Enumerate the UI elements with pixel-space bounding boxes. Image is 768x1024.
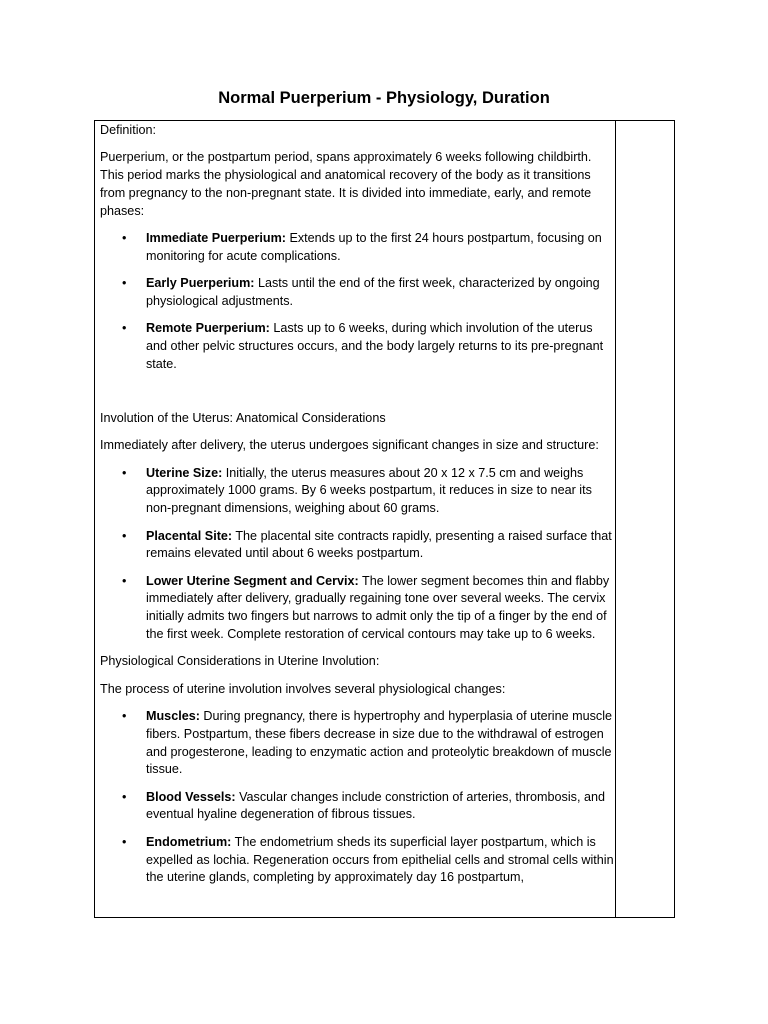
list-item xyxy=(100,573,616,644)
item-text: Lasts up to 6 weeks, during which involution of the uterus and other pelvic structures occurs, and the body largely returns to its pre-pregnant state. xyxy=(146,321,604,371)
item-text: The endometrium sheds its superficial layer postpartum, which is expelled as lochia. Regeneration occurs from epithelial cells and stromal cells within the uterine glands, completing by approximately day 16 postpartum, xyxy=(146,834,614,885)
content-cell xyxy=(95,121,616,897)
empty-right-column xyxy=(615,121,616,917)
content-table xyxy=(94,120,675,918)
item-label: Blood Vessels: xyxy=(146,789,236,804)
item-text: The placental site contracts rapidly, presenting a raised surface that remains elevated until about 6 weeks postpartum. xyxy=(146,528,612,561)
item-label: Placental Site: xyxy=(146,528,233,543)
item-text: Lasts until the end of the first week, characterized by ongoing physiological adjustments. xyxy=(146,276,600,308)
physiology-list xyxy=(100,708,616,887)
section-spacer xyxy=(100,383,616,410)
item-label: Lower Uterine Segment and Cervix: xyxy=(146,573,359,588)
item-label: Muscles: xyxy=(146,708,200,723)
item-text: Vascular changes include constriction of arteries, thrombosis, and eventual hyaline degeneration of fibrous tissues. xyxy=(146,789,605,822)
list-item xyxy=(100,834,616,887)
definition-list xyxy=(100,230,616,374)
physiology-heading: Physiological Considerations in Uterine Involution: xyxy=(100,654,380,669)
list-item xyxy=(100,230,616,266)
involution-list xyxy=(100,465,616,644)
list-item xyxy=(100,320,616,373)
item-label: Remote Puerperium: xyxy=(146,321,270,336)
item-text: Extends up to the first 24 hours postpartum, focusing on monitoring for acute complications. xyxy=(146,230,602,263)
definition-heading: Definition: xyxy=(100,123,157,137)
document-title: Normal Puerperium - Physiology, Duration xyxy=(218,89,550,107)
item-text: During pregnancy, there is hypertrophy and hyperplasia of uterine muscle fibers. Postpartum, these fibers decrease in size due to the withdrawal of estrogen and progesterone, leading to enzymatic action and proteolytic breakdown of muscle tissue. xyxy=(146,708,612,777)
involution-heading: Involution of the Uterus: Anatomical Considerations xyxy=(100,411,386,426)
item-text: Initially, the uterus measures about 20 x 12 x 7.5 cm and weighs approximately 1000 grams. By 6 weeks postpartum, it reduces in size to near its non-pregnant dimensions, weighing about 60 grams. xyxy=(146,465,592,516)
list-item xyxy=(100,275,616,311)
item-label: Early Puerperium: xyxy=(146,276,255,291)
physiology-intro: The process of uterine involution involves several physiological changes: xyxy=(100,681,506,696)
involution-intro: Immediately after delivery, the uterus undergoes significant changes in size and structure: xyxy=(100,438,599,453)
item-text: The lower segment becomes thin and flabby immediately after delivery, gradually regaining tone over several weeks. The cervix initially admits two fingers but narrows to admit only the tip of a finger by the end of the first week. Complete restoration of cervical contours may take up to 6 weeks. xyxy=(146,573,610,642)
list-item xyxy=(100,789,616,825)
list-item xyxy=(100,465,616,518)
definition-intro: Puerperium, or the postpartum period, spans approximately 6 weeks following childbirth. This period marks the physiological and anatomical recovery of the body as it transitions from pregnancy to the non-pregnant state. It is divided into immediate, early, and remote phases: xyxy=(100,150,592,218)
list-item xyxy=(100,528,616,564)
list-item xyxy=(100,708,616,779)
item-label: Endometrium: xyxy=(146,834,232,849)
item-label: Uterine Size: xyxy=(146,465,223,480)
item-label: Immediate Puerperium: xyxy=(146,230,286,245)
